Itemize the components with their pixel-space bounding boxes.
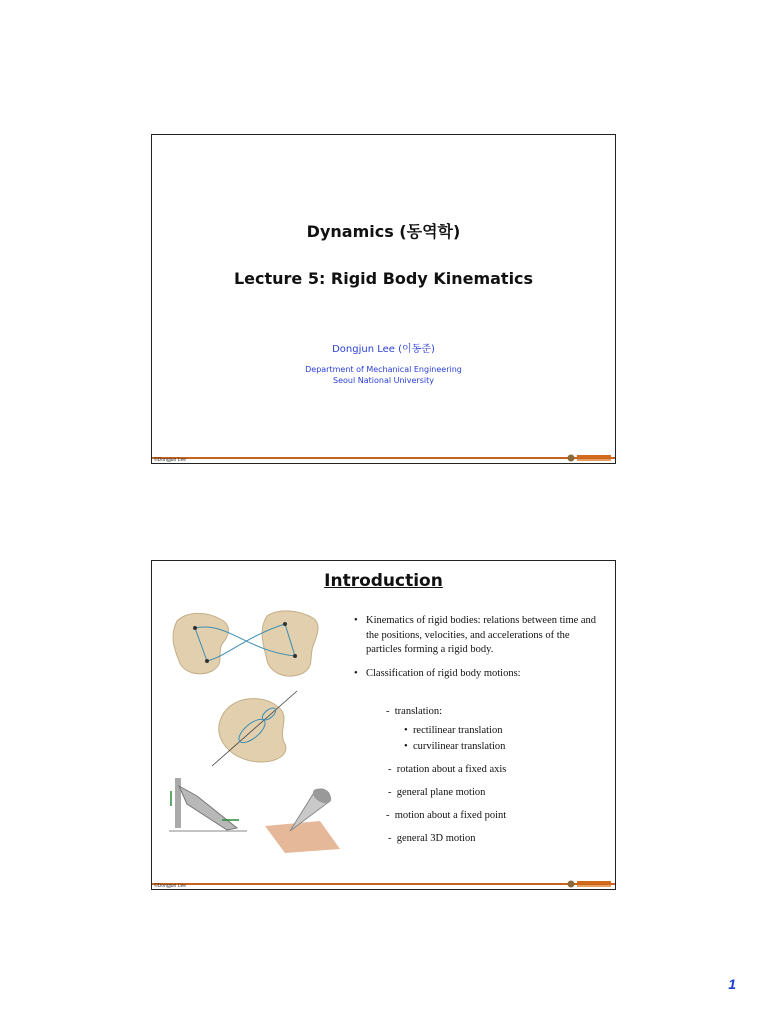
plane-motion-label: general plane motion xyxy=(396,787,486,798)
translation-illustration xyxy=(167,606,337,681)
fixed-point-label: motion about a fixed point xyxy=(394,810,507,821)
list-item: - general plane motion xyxy=(388,787,486,798)
list-item: - general 3D motion xyxy=(388,833,476,844)
rotation-illustration xyxy=(207,686,307,771)
general-3d-label: general 3D motion xyxy=(396,833,476,844)
footer-divider xyxy=(152,457,615,459)
plane-motion-illustration xyxy=(167,776,252,851)
title-slide xyxy=(151,134,616,464)
curvilinear-label: curvilinear translation xyxy=(412,741,506,752)
slide-title: Introduction xyxy=(324,571,443,591)
copyright-text: ©Dongjun Lee xyxy=(154,457,187,463)
lecture-title: Lecture 5: Rigid Body Kinematics xyxy=(233,269,534,288)
list-item: - translation: xyxy=(386,706,442,717)
department: Department of Mechanical Engineering xyxy=(305,365,462,374)
list-item: - motion about a fixed point xyxy=(386,810,507,821)
bullet-glyph: • xyxy=(354,615,358,626)
classification-heading: Classification of rigid body motions: xyxy=(366,667,521,679)
university-logo-icon xyxy=(567,880,613,888)
course-title: Dynamics (동역학) xyxy=(306,222,461,241)
fixed-point-illustration xyxy=(260,771,345,856)
university-logo-icon xyxy=(567,454,613,462)
list-item xyxy=(352,667,607,682)
copyright-text: ©Dongjun Lee xyxy=(154,883,187,889)
list-item xyxy=(352,614,607,658)
bullet-glyph: • xyxy=(354,667,358,679)
bullet-list xyxy=(352,614,607,681)
footer-divider xyxy=(152,883,615,885)
list-item: • curvilinear translation xyxy=(404,741,506,752)
list-item: - rotation about a fixed axis xyxy=(388,764,507,775)
list-item: • rectilinear translation xyxy=(404,725,503,736)
introduction-slide xyxy=(151,560,616,890)
rotation-label: rotation about a fixed axis xyxy=(396,764,507,775)
translation-label: translation: xyxy=(394,706,442,717)
university: Seoul National University xyxy=(333,376,434,385)
page-number: 1 xyxy=(728,976,736,992)
author-name: Dongjun Lee (이동준) xyxy=(332,344,435,355)
affiliation xyxy=(152,364,615,386)
rectilinear-label: rectilinear translation xyxy=(412,725,503,736)
kinematics-definition: Kinematics of rigid bodies: relations between time and the positions, velocities, and accelerations of the particles forming a rigid body. xyxy=(366,615,597,655)
